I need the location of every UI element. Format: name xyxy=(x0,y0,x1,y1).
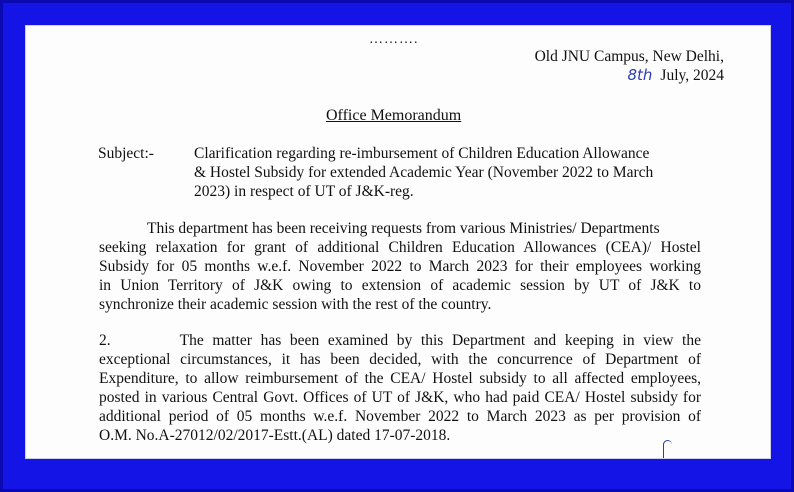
para1-line-4: in Union Territory of J&K owing to extension of academic session by UT of J&K to xyxy=(99,277,701,294)
para2-line-5: additional period of 05 months w.e.f. November 2022 to March 2023 as per provision of xyxy=(99,408,701,425)
para1-line-2: seeking relaxation for grant of additional Children Education Allowances (CEA)/ Hostel xyxy=(99,239,701,256)
date-month-year: July, 2024 xyxy=(660,67,724,84)
para2-line-4: posted in various Central Govt. Offices of UT of J&K, who had paid CEA/ Hostel subsidy for xyxy=(99,389,701,406)
para1-line-1: This department has been receiving requests from various Ministries/ Departments xyxy=(147,220,660,237)
subject-line-2: & Hostel Subsidy for extended Academic Year (November 2022 to March xyxy=(194,164,654,181)
subject-line-1: Clarification regarding re-imbursement of Children Education Allowance xyxy=(194,145,650,162)
memo-title: Office Memorandum xyxy=(326,107,462,124)
para2-line-6: O.M. No.A-27012/02/2017-Estt.(AL) dated 17-07-2018. xyxy=(99,427,451,444)
para2-line-3: Expenditure, to allow reimbursement of the CEA/ Hostel subsidy to all affected employees, xyxy=(99,370,701,387)
para1-line-3: Subsidy for 05 months w.e.f. November 2022 to March 2023 for their employees working xyxy=(99,258,701,275)
para2-line-2: exceptional circumstances, it has been decided, with the concurrence of Department of xyxy=(99,351,701,368)
date-line xyxy=(627,66,724,85)
subject-line-3: 2023) in respect of UT of J&K-reg. xyxy=(194,183,414,200)
subject-label: Subject:- xyxy=(98,145,154,162)
place-line: Old JNU Campus, New Delhi, xyxy=(534,48,724,65)
handwritten-mark xyxy=(663,440,672,458)
para1-line-5: synchronize their academic session with the rest of the country. xyxy=(99,296,492,313)
memo-page xyxy=(26,26,770,458)
para2-line-1: 2. The matter has been examined by this Department and keeping in view the xyxy=(99,332,701,349)
reference-dots: ………. xyxy=(369,32,419,47)
handwritten-day: 8th xyxy=(627,66,653,84)
